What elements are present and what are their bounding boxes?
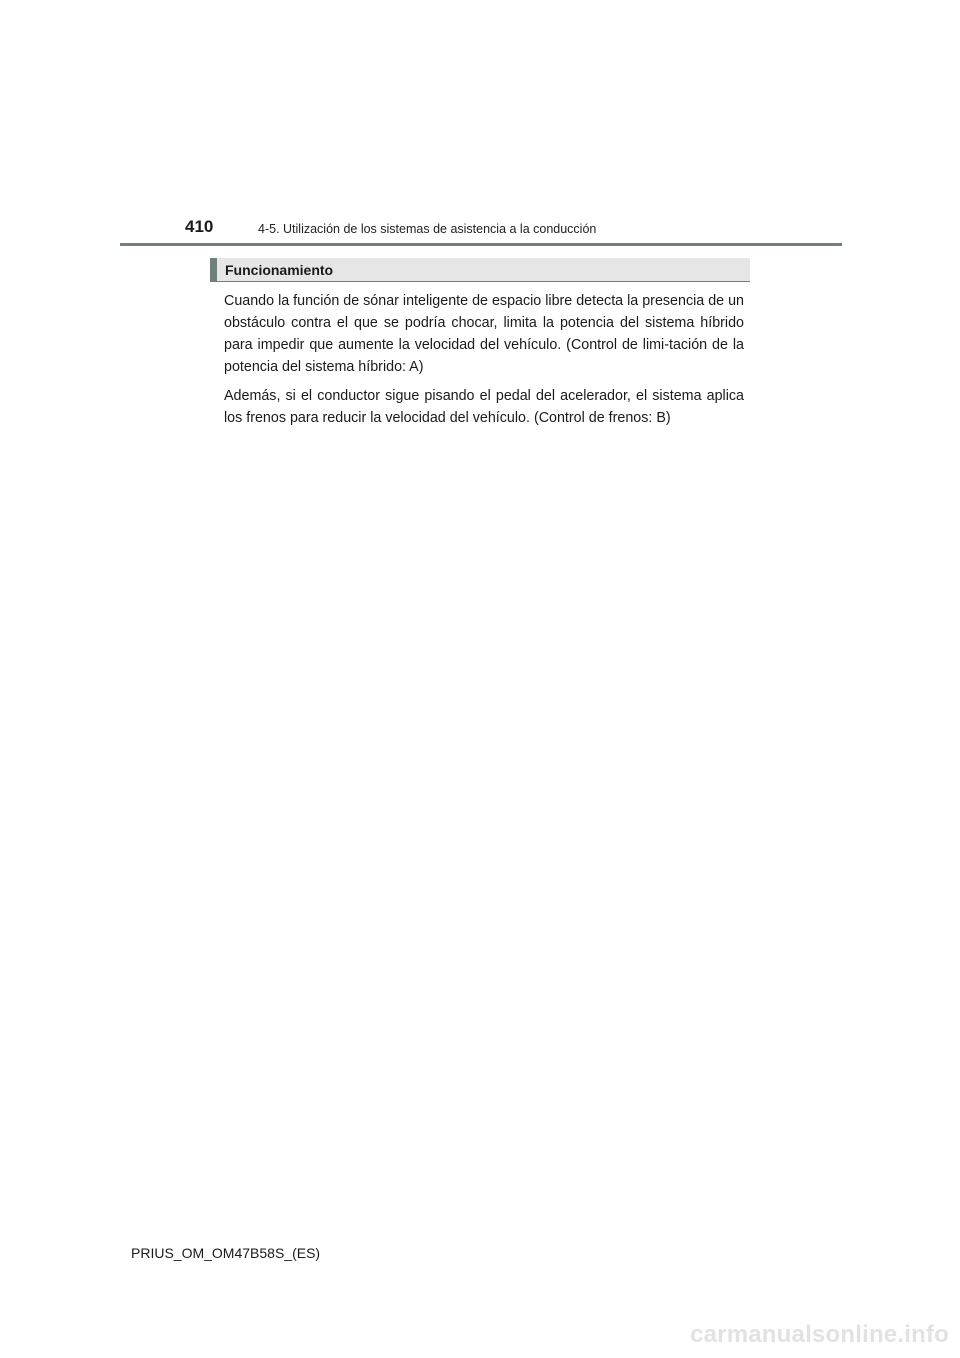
body-text [224, 290, 744, 436]
footer-document-code: PRIUS_OM_OM47B58S_(ES) [131, 1245, 321, 1261]
paragraph: Cuando la función de sónar inteligente de espacio libre detecta la presencia de un obstáculo contra el que se podría chocar, limita la potencia del sistema híbrido para impedir que aumente la velocidad del vehículo. (Control de limi-tación de la potencia del sistema híbrido: A) [224, 293, 744, 375]
subheading-title: Funcionamiento [225, 262, 334, 278]
paragraph: Además, si el conductor sigue pisando el pedal del acelerador, el sistema aplica los frenos para reducir la velocidad del vehículo. (Control de frenos: B) [224, 388, 744, 426]
header-divider [120, 243, 842, 246]
subheading-accent-marker [210, 258, 217, 281]
subheading-bar [210, 258, 750, 282]
section-header: 4-5. Utilización de los sistemas de asistencia a la conducción [258, 222, 597, 236]
watermark: carmanualsonline.info [690, 1321, 949, 1348]
page-number: 410 [185, 217, 214, 236]
